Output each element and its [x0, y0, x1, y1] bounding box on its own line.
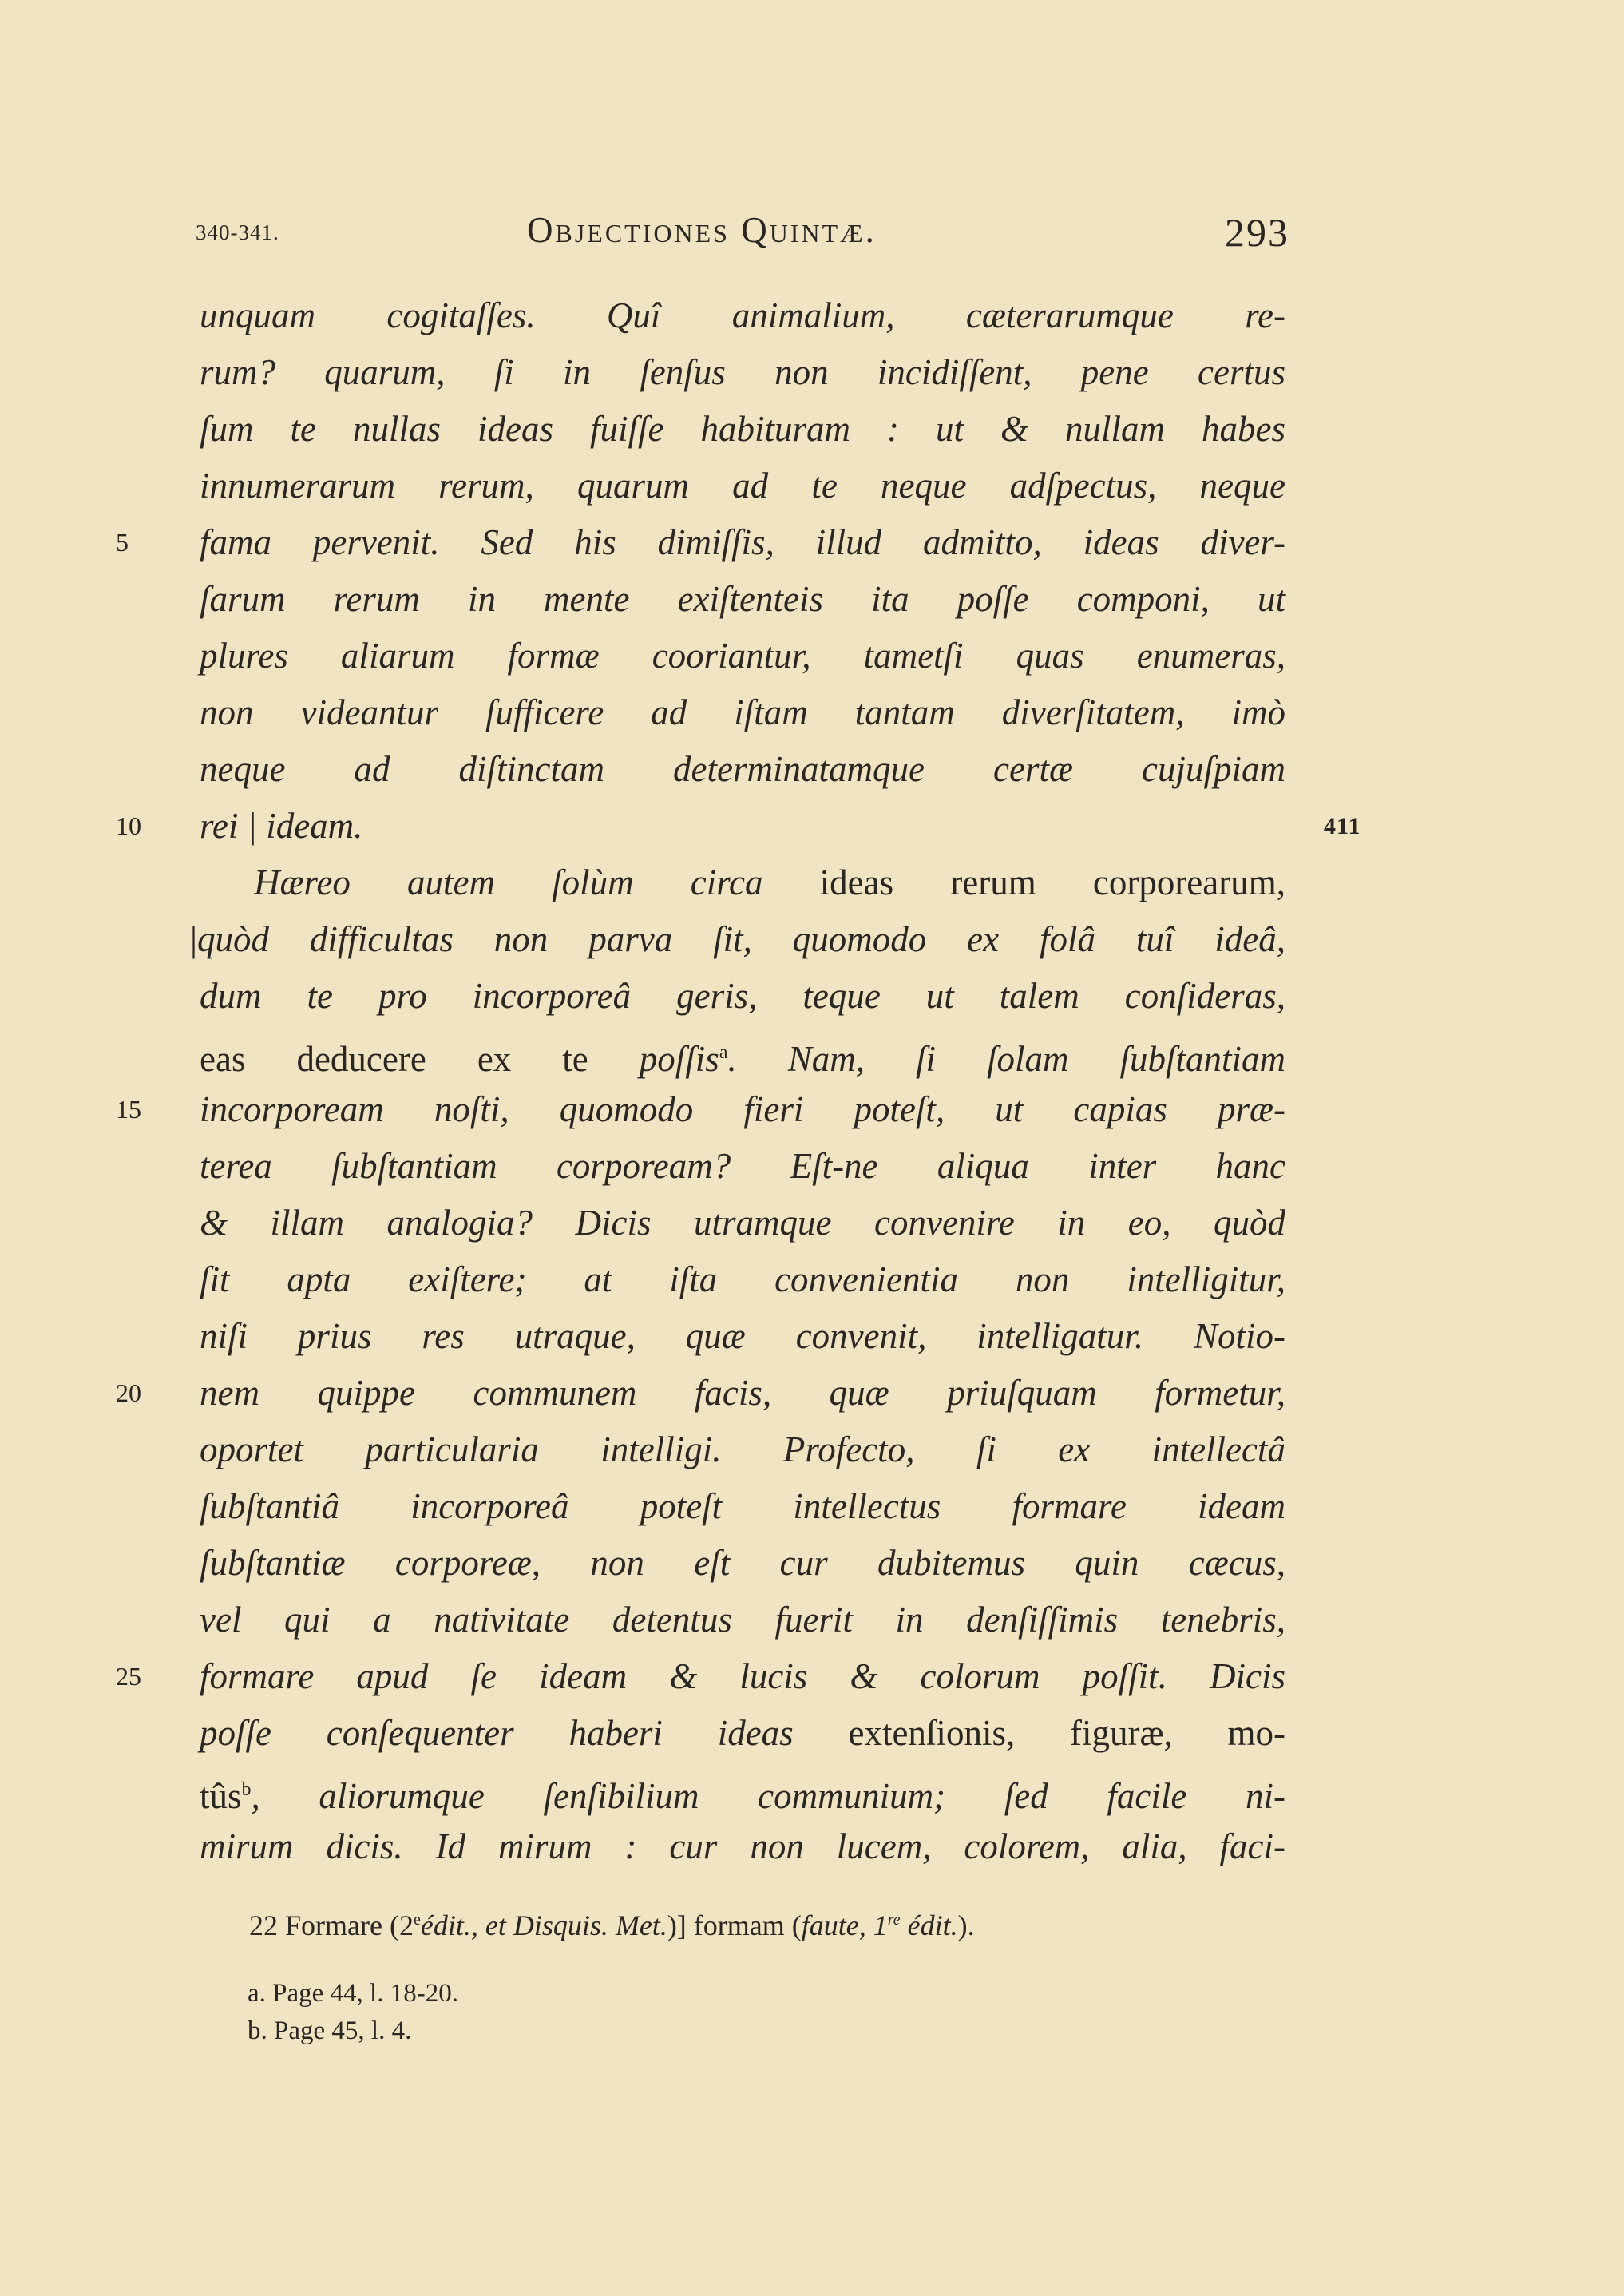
- text-line: ſarum rerum in mente exiſtenteis ita poſſe componi, ut: [200, 579, 1285, 619]
- footnote: b. Page 45, l. 4.: [248, 2016, 412, 2045]
- text-line: 15 incorpoream noſti, quomodo fieri poteſt, ut capias præ-: [200, 1081, 1285, 1138]
- text-line: 20 nem quippe communem facis, quæ priuſquam formetur,: [200, 1365, 1285, 1422]
- footnote: a. Page 44, l. 18-20.: [248, 1979, 458, 2008]
- text-line: dum te pro incorporeâ geris, teque ut talem conſideras,: [200, 976, 1285, 1016]
- footnotes: [248, 1975, 458, 2050]
- text-line: & illam analogia? Dicis utramque convenire in eo, quòd: [200, 1203, 1285, 1243]
- text-line: unquam cogitaſſes. Quî animalium, cæterarumque re-: [200, 295, 1285, 335]
- text-line: Hæreo autem ſolùm circa ideas rerum corporearum,: [254, 862, 1285, 902]
- text-line: rum? quarum, ſi in ſenſus non incidiſſent, pene certus: [200, 352, 1285, 392]
- text-line: niſi prius res utraque, quæ convenit, intelligatur. Notio-: [200, 1316, 1285, 1356]
- line-number: 10: [116, 811, 141, 840]
- text-line: vel qui a nativitate detentus fuerit in denſiſſimis tenebris,: [200, 1600, 1285, 1640]
- text-line: ſubſtantiâ incorporeâ poteſt intellectus formare ideam: [200, 1486, 1285, 1526]
- text-line: 25 formare apud ſe ideam & lucis & colorum poſſit. Dicis: [200, 1648, 1285, 1705]
- text-line: tûs$^b$, aliorumque ſenſibilium communium; ſed facile ni-: [200, 1776, 1285, 1816]
- text-line: poſſe conſequenter haberi ideas extenſionis, figuræ, mo-: [200, 1713, 1285, 1753]
- text-line: neque ad diſtinctam determinatamque certæ cujuſpiam: [200, 749, 1285, 789]
- text-line: 5 fama pervenit. Sed his dimiſſis, illud admitto, ideas diver-: [200, 514, 1285, 571]
- column-bar: |: [190, 919, 198, 959]
- main-text: [116, 287, 1361, 1875]
- text-line: 10 rei | ideam. 411: [200, 798, 1285, 855]
- text-line: mirum dicis. Id mirum : cur non lucem, colorem, alia, faci-: [200, 1826, 1285, 1866]
- text-line: innumerarum rerum, quarum ad te neque adſpectus, neque: [200, 466, 1285, 506]
- page-range: 340-341.: [196, 220, 279, 244]
- running-title: Objectiones Quintæ.: [527, 210, 877, 250]
- line-number: 20: [116, 1378, 141, 1407]
- text-line: non videantur ſufficere ad iſtam tantam diverſitatem, imò: [200, 692, 1285, 732]
- text-line: ſit apta exiſtere; at iſta convenientia non intelligitur,: [200, 1259, 1285, 1299]
- margin-page-reference: 411: [1324, 813, 1361, 839]
- text-line: plures aliarum formæ cooriantur, tametſi quas enumeras,: [200, 636, 1285, 676]
- variant-note: 22 Formare (2eédit., et Disquis. Met.)] formam (faute, 1re édit.).: [249, 1909, 975, 1941]
- text-line: ſubſtantiæ corporeæ, non eſt cur dubitemus quin cæcus,: [200, 1543, 1285, 1583]
- page-header: [196, 209, 1289, 257]
- line-number: 25: [116, 1662, 141, 1691]
- text-line: |quòd difficultas non parva ſit, quomodo ex folâ tuî ideâ,: [190, 919, 1285, 959]
- text-line: oportet particularia intelligi. Profecto, ſi ex intellectâ: [200, 1430, 1285, 1469]
- text-line: terea ſubſtantiam corpoream? Eſt-ne aliqua inter hanc: [200, 1146, 1285, 1186]
- line-number: 5: [116, 528, 129, 557]
- footnote-ref: b: [241, 1779, 252, 1800]
- line-number: 15: [116, 1095, 141, 1124]
- page-number: 293: [1225, 210, 1289, 255]
- text-line: ſum te nullas ideas fuiſſe habituram : ut & nullam habes: [200, 409, 1285, 449]
- footnote-ref: a: [719, 1042, 728, 1063]
- text-line: eas deducere ex te poſſis$^a$. Nam, ſi ſolam ſubſtantiam: [200, 1039, 1285, 1079]
